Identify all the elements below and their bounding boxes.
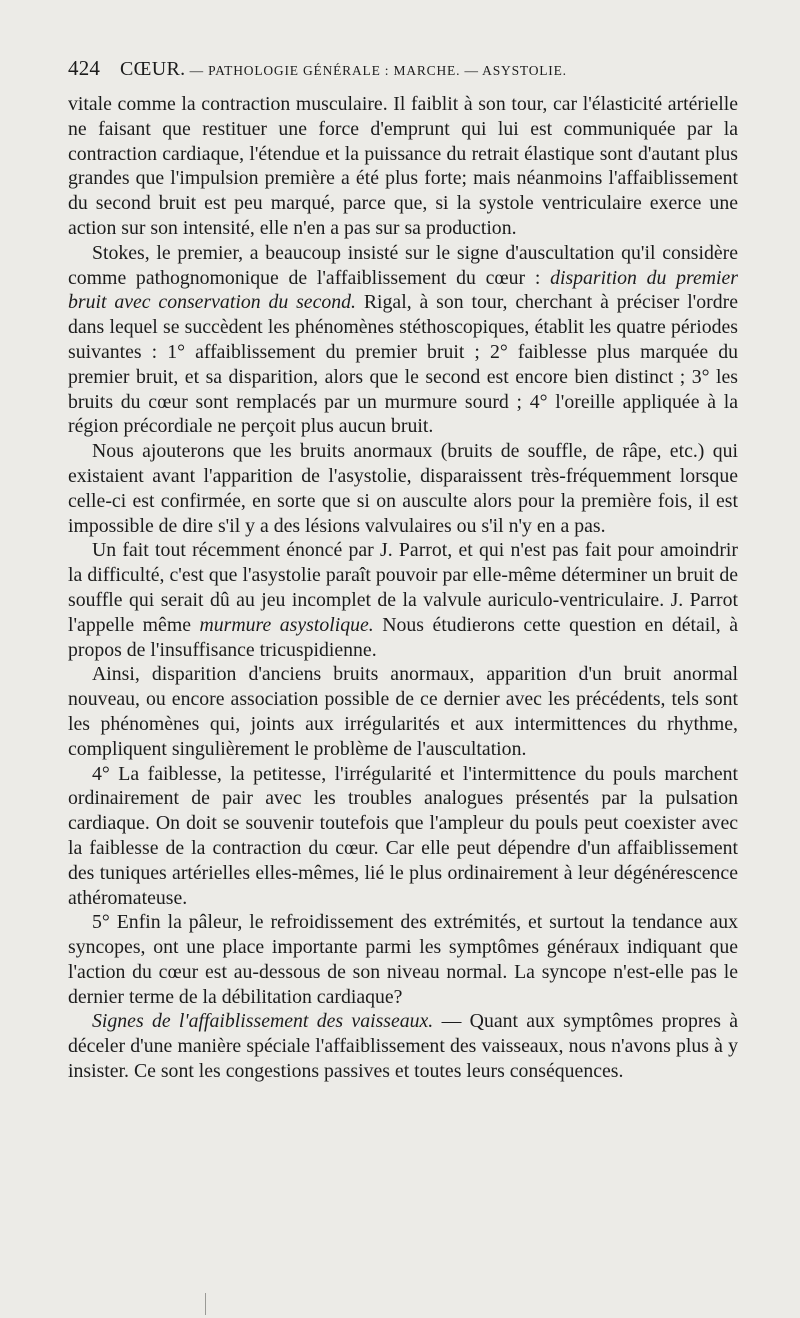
paragraph-2-emphasis: disparition du premier bruit avec conservation du second. xyxy=(68,266,738,314)
paper-mark xyxy=(205,1293,206,1315)
body-text xyxy=(68,92,738,1084)
paragraph-2 xyxy=(68,241,738,439)
paragraph-6: 4° La faiblesse, la petitesse, l'irrégularité et l'intermittence du pouls marchent ordinairement de pair avec les troubles analogues présentés par la pulsation cardiaque. On doit se souvenir toutefois que l'ampleur du pouls peut coexister avec la faiblesse de la contraction du cœur. Car elle peut dépendre d'un affaiblissement des tuniques artérielles elles-mêmes, lié le plus ordinairement à leur dégénérescence athéromateuse. xyxy=(68,762,738,909)
paragraph-4-text-a: Un fait tout récemment énoncé par J. Parrot, et qui n'est pas fait pour amoindrir la difficulté, c'est que l'asystolie paraît pouvoir par elle-même déterminer un bruit de souffle qui serait dû au jeu incomplet de la valvule auriculo-ventriculaire. J. Parrot l'appelle même xyxy=(68,539,738,636)
paragraph-4 xyxy=(68,538,738,662)
paragraph-5: Ainsi, disparition d'anciens bruits anormaux, apparition d'un bruit anormal nouveau, ou encore association possible de ce dernier avec les précédents, tels sont les phénomènes qui, joints aux irrégularités et aux intermittences du rhythme, compliquent singulièrement le problème de l'auscultation. xyxy=(68,663,738,760)
paragraph-3: Nous ajouterons que les bruits anormaux (bruits de souffle, de râpe, etc.) qui existaient avant l'apparition de l'asystolie, disparaissent très-fréquemment lorsque celle-ci est confirmée, en sorte que si on ausculte alors pour la première fois, il est impossible de dire s'il y a des lésions valvulaires ou s'il n'y en a pas. xyxy=(68,440,738,537)
title-section: PATHOLOGIE GÉNÉRALE : MARCHE. xyxy=(208,63,461,78)
running-header xyxy=(68,56,740,90)
running-title xyxy=(120,58,567,81)
paragraph-1: vitale comme la contraction musculaire. Il faiblit à son tour, car l'élasticité artérielle ne faisant que restituer une force d'emprunt qui lui est communiquée par la contraction cardiaque, l'étendue et la puissance du retrait élastique sont d'autant plus grandes que l'impulsion première a été plus forte; mais néanmoins l'affaiblissement du second bruit est peu marqué, parce que, si la systole ventriculaire exerce une action sur son intensité, elle n'en a pas sur sa production. xyxy=(68,93,738,239)
paragraph-2-text-b: Rigal, à son tour, cherchant à préciser l'ordre dans lequel se succèdent les phénomènes stéthoscopiques, établit les quatre périodes suivantes : 1° affaiblissement du premier bruit ; 2° faiblesse plus marquée du premier bruit, et sa disparition, alors que le second est encore bien distinct ; 3° les bruits du cœur sont remplacés par un murmure sourd ; 4° l'oreille appliquée à la région précordiale ne perçoit plus aucun bruit. xyxy=(68,291,738,438)
paragraph-8-heading: Signes de l'affaiblissement des vaisseaux. xyxy=(92,1010,434,1033)
paragraph-7: 5° Enfin la pâleur, le refroidissement des extrémités, et surtout la tendance aux syncopes, ont une place importante parmi les symptômes généraux indiquant que l'action du cœur est au-dessous de son niveau normal. La syncope n'est-elle pas le dernier terme de la débilitation cardiaque? xyxy=(68,911,738,1008)
title-separator: — xyxy=(185,63,209,78)
paragraph-8-text: — Quant aux symptômes propres à déceler d'une manière spéciale l'affaiblissement des vaisseaux, nous n'avons plus à y insister. Ce sont les congestions passives et toutes leurs conséquences. xyxy=(68,1010,738,1083)
paragraph-8 xyxy=(68,1009,738,1083)
title-main: CŒUR. xyxy=(120,58,186,80)
paragraph-2-text-a: Stokes, le premier, a beaucoup insisté sur le signe d'auscultation qu'il considère comme pathognomonique de l'affaiblissement du cœur : xyxy=(68,241,738,289)
paragraph-4-text-b: Nous étudierons cette question en détail, à propos de l'insuffisance tricuspidienne. xyxy=(68,613,738,661)
paragraph-4-emphasis: murmure asystolique. xyxy=(199,613,374,636)
title-separator-2: — xyxy=(460,63,483,78)
page-number: 424 xyxy=(68,56,101,80)
title-subsection: ASYSTOLIE. xyxy=(482,63,567,78)
